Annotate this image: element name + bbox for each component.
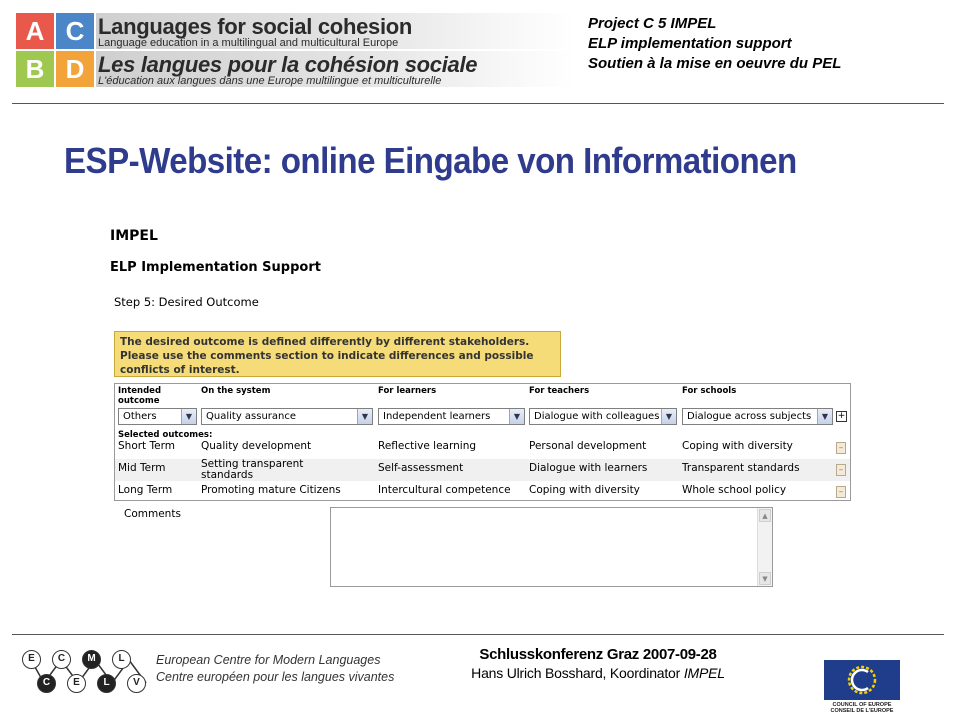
cell-on-the-system: Promoting mature Citizens <box>201 484 341 496</box>
ecml-name-fr: Centre européen pour les langues vivantes <box>156 670 395 684</box>
tile-d: D <box>56 51 94 87</box>
scroll-down-icon[interactable]: ▼ <box>759 572 771 585</box>
column-header-on-the-system: On the system <box>201 386 271 396</box>
conference-title: Schlusskonferenz Graz 2007-09-28 <box>479 646 717 663</box>
tile-a: A <box>16 13 54 49</box>
cell-for-learners: Reflective learning <box>378 440 477 452</box>
app-subtitle: ELP Implementation Support <box>110 260 321 275</box>
select-for-teachers[interactable] <box>529 408 677 425</box>
cell-term: Short Term <box>118 440 175 452</box>
ecml-letter: M <box>82 650 101 669</box>
ecml-letter: L <box>112 650 131 669</box>
ecml-name <box>156 652 394 686</box>
chevron-down-icon[interactable]: ▼ <box>509 409 524 424</box>
star-circle-icon <box>824 660 900 700</box>
cell-for-schools: Coping with diversity <box>682 440 793 452</box>
outcome-table <box>114 383 851 501</box>
tile-b: B <box>16 51 54 87</box>
ecml-letter: E <box>67 674 86 693</box>
banner-strip-french <box>96 51 576 87</box>
delete-row-button[interactable]: – <box>836 486 846 498</box>
delete-row-button[interactable]: – <box>836 464 846 476</box>
table-row <box>115 459 850 481</box>
cell-for-learners: Self-assessment <box>378 462 464 474</box>
select-intended-outcome[interactable] <box>118 408 197 425</box>
app-title: IMPEL <box>110 228 158 244</box>
council-flag <box>824 660 900 700</box>
ecml-letter: L <box>97 674 116 693</box>
column-header-intended-outcome: Intended outcome <box>118 386 162 406</box>
comments-textarea[interactable] <box>330 507 773 587</box>
chevron-down-icon[interactable]: ▼ <box>181 409 196 424</box>
select-for-schools[interactable] <box>682 408 833 425</box>
cell-for-learners: Intercultural competence <box>378 484 511 496</box>
council-name <box>822 702 902 714</box>
select-value: Independent learners <box>383 411 491 422</box>
select-value: Quality assurance <box>206 411 297 422</box>
column-header-for-schools: For schools <box>682 386 737 396</box>
table-row <box>115 481 850 503</box>
cell-for-teachers: Dialogue with learners <box>529 462 648 474</box>
cell-for-teachers: Coping with diversity <box>529 484 640 496</box>
presenter-role: IMPEL <box>683 665 725 681</box>
select-on-the-system[interactable] <box>201 408 373 425</box>
chevron-down-icon[interactable]: ▼ <box>817 409 832 424</box>
comments-label: Comments <box>124 508 181 520</box>
project-line-3: Soutien à la mise en oeuvre du PEL <box>588 55 842 72</box>
chevron-down-icon[interactable]: ▼ <box>661 409 676 424</box>
chevron-down-icon[interactable]: ▼ <box>357 409 372 424</box>
select-value: Others <box>123 411 157 422</box>
acbd-banner-logo <box>10 10 580 90</box>
ecml-letter: C <box>52 650 71 669</box>
scroll-up-icon[interactable]: ▲ <box>759 509 771 522</box>
cell-on-the-system: Setting transparent standards <box>201 458 304 481</box>
table-row <box>115 437 850 459</box>
cell-for-schools: Transparent standards <box>682 462 800 474</box>
impel-form-screenshot <box>100 220 860 600</box>
presenter-line <box>458 665 738 681</box>
banner-title-fr: Les langues pour la cohésion sociale <box>98 52 478 77</box>
project-info <box>588 14 841 74</box>
council-of-europe-logo <box>822 660 902 716</box>
add-outcome-button[interactable]: + <box>837 411 846 421</box>
select-value: Dialogue across subjects <box>687 411 812 422</box>
council-name-en: COUNCIL OF EUROPE <box>832 702 892 708</box>
ecml-letter: V <box>127 674 146 693</box>
project-line-2: ELP implementation support <box>588 35 792 52</box>
banner-strip-english <box>96 13 576 49</box>
delete-row-button[interactable]: – <box>836 442 846 454</box>
ecml-logo <box>18 648 158 704</box>
presenter-name: Hans Ulrich Bosshard, Koordinator <box>471 665 681 681</box>
header-divider <box>12 103 944 104</box>
column-header-for-learners: For learners <box>378 386 437 396</box>
banner-subtitle-en: Language education in a multilingual and multicultural Europe <box>98 37 399 49</box>
column-header-for-teachers: For teachers <box>529 386 590 396</box>
select-value: Dialogue with colleagues <box>534 411 660 422</box>
footer-divider <box>12 634 944 635</box>
notice-box: The desired outcome is defined differently by different stakeholders. Please use the comments section to indicate differences and possible conflicts of interest. <box>114 331 561 377</box>
cell-for-teachers: Personal development <box>529 440 647 452</box>
selected-outcomes-label: Selected outcomes: <box>118 430 213 440</box>
project-line-1: Project C 5 IMPEL <box>588 15 717 32</box>
comments-scrollbar[interactable] <box>757 508 772 586</box>
slide-title: ESP-Website: online Eingabe von Informationen <box>64 140 797 181</box>
ecml-letter: E <box>22 650 41 669</box>
banner-title-en: Languages for social cohesion <box>98 14 413 39</box>
council-name-fr: CONSEIL DE L'EUROPE <box>830 708 894 714</box>
select-for-learners[interactable] <box>378 408 525 425</box>
ecml-letter: C <box>37 674 56 693</box>
banner-subtitle-fr: L'éducation aux langues dans une Europe multilingue et multiculturelle <box>98 75 442 87</box>
cell-term: Mid Term <box>118 462 166 474</box>
cell-for-schools: Whole school policy <box>682 484 787 496</box>
step-heading: Step 5: Desired Outcome <box>114 295 259 309</box>
cell-on-the-system: Quality development <box>201 440 312 452</box>
conference-info <box>458 646 738 681</box>
ecml-name-en: European Centre for Modern Languages <box>156 653 381 667</box>
cell-term: Long Term <box>118 484 173 496</box>
tile-c: C <box>56 13 94 49</box>
